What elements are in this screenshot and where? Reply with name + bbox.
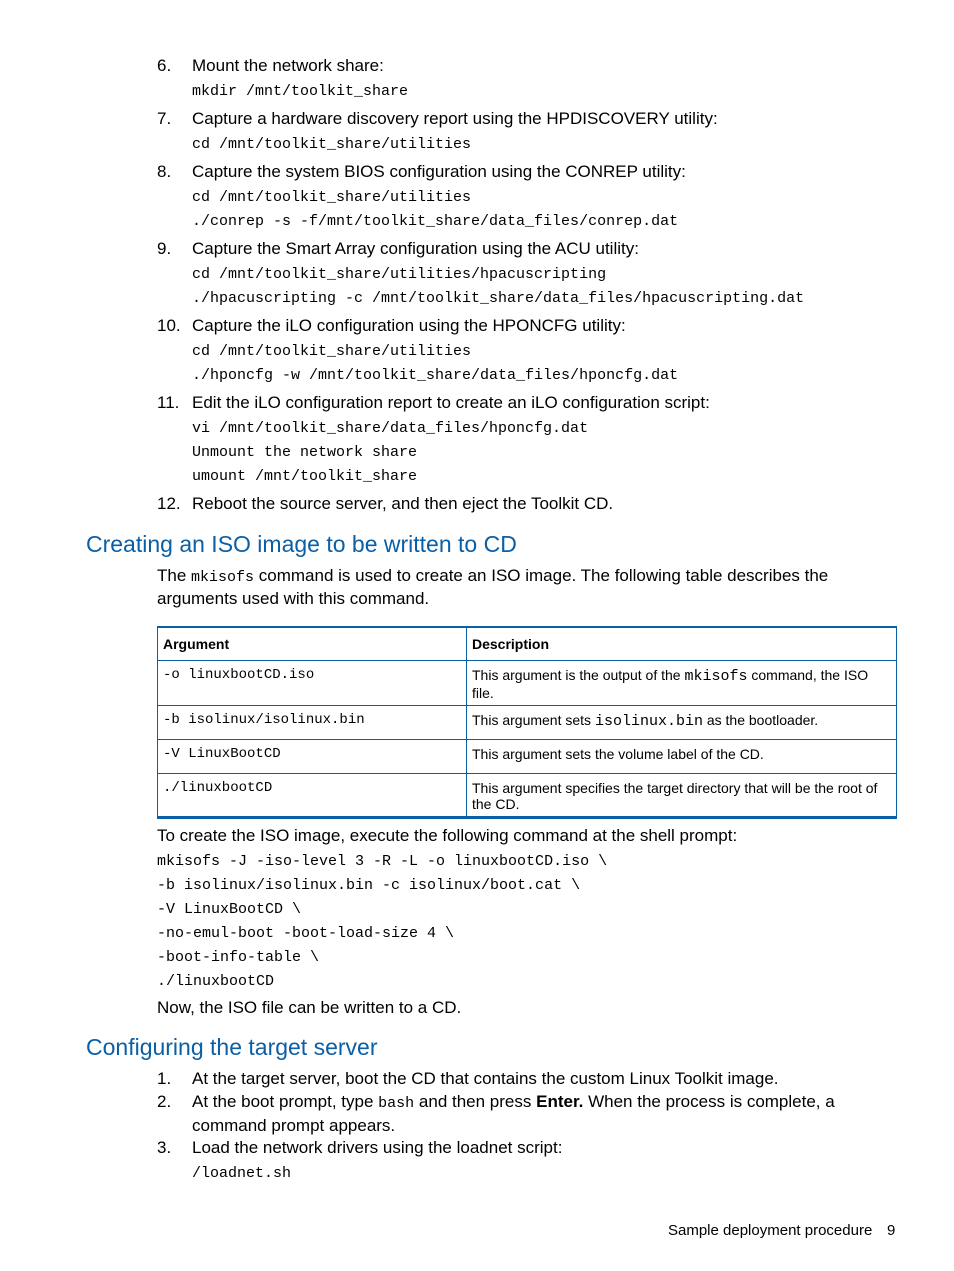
- step-number: 11.: [157, 393, 180, 412]
- inline-code: isolinux.bin: [594, 713, 703, 730]
- step-number: 9.: [157, 239, 172, 258]
- description-text: This argument is the output of the: [472, 667, 685, 683]
- step-text: Reboot the source server, and then eject the Toolkit CD.: [192, 494, 614, 513]
- argument-cell: ./linuxbootCD: [158, 774, 467, 818]
- inline-code: bash: [378, 1095, 415, 1112]
- argument-cell: -b isolinux/isolinux.bin: [158, 706, 467, 740]
- closing-text: Now, the ISO file can be written to a CD.: [157, 998, 462, 1017]
- step-text-part: and then press: [414, 1092, 537, 1111]
- description-text: This argument sets the volume label of the CD.: [472, 746, 764, 762]
- step-number: 6.: [157, 56, 172, 75]
- step-text: Capture the Smart Array configuration using the ACU utility:: [192, 239, 639, 258]
- step-number: 3.: [157, 1138, 172, 1157]
- code-line: umount /mnt/toolkit_share: [192, 468, 418, 485]
- code-line: /loadnet.sh: [192, 1165, 292, 1182]
- description-cell: [467, 706, 897, 740]
- code-line: Unmount the network share: [192, 444, 418, 461]
- step-text-part: At the boot prompt, type: [192, 1092, 379, 1111]
- step-text: At the target server, boot the CD that contains the custom Linux Toolkit image.: [192, 1069, 779, 1088]
- execute-text: To create the ISO image, execute the following command at the shell prompt:: [157, 826, 738, 845]
- column-header: Description: [467, 627, 897, 661]
- step-text: Capture the iLO configuration using the HPONCFG utility:: [192, 316, 626, 335]
- section-heading-target: Configuring the target server: [86, 1034, 378, 1060]
- iso-intro: [157, 565, 897, 609]
- step-text-part: When the process is complete, a command prompt appears.: [192, 1092, 835, 1135]
- step-text: Capture the system BIOS configuration using the CONREP utility:: [192, 162, 686, 181]
- step-number: 7.: [157, 109, 172, 128]
- key-name: Enter.: [536, 1092, 584, 1111]
- step-number: 2.: [157, 1092, 172, 1111]
- description-text: This argument sets: [472, 712, 595, 728]
- code-line: cd /mnt/toolkit_share/utilities/hpacuscripting: [192, 266, 607, 283]
- description-text: command, the ISO file.: [472, 667, 869, 701]
- inline-code: mkisofs: [191, 569, 255, 586]
- step-text: Load the network drivers using the loadnet script:: [192, 1138, 563, 1157]
- command-line: -b isolinux/isolinux.bin -c isolinux/boot.cat \: [157, 877, 581, 894]
- step-text: [192, 1091, 897, 1137]
- step-number: 10.: [157, 316, 181, 335]
- footer-label: Sample deployment procedure: [668, 1222, 873, 1239]
- code-line: cd /mnt/toolkit_share/utilities: [192, 189, 472, 206]
- argument-cell: -V LinuxBootCD: [158, 740, 467, 774]
- page-number: 9: [887, 1222, 896, 1239]
- intro-text: The: [157, 566, 192, 585]
- code-line: cd /mnt/toolkit_share/utilities: [192, 343, 472, 360]
- step-text: Capture a hardware discovery report using the HPDISCOVERY utility:: [192, 109, 718, 128]
- table-row: [158, 774, 897, 818]
- command-line: -no-emul-boot -boot-load-size 4 \: [157, 925, 455, 942]
- code-line: ./conrep -s -f/mnt/toolkit_share/data_files/conrep.dat: [192, 213, 679, 230]
- description-text: This argument specifies the target directory that will be the root of the CD.: [472, 780, 878, 812]
- step-text: Mount the network share:: [192, 56, 384, 75]
- intro-text: command is used to create an ISO image. The following table describes the arguments used with this command.: [157, 566, 829, 608]
- argument-cell: -o linuxbootCD.iso: [158, 661, 467, 706]
- command-line: -boot-info-table \: [157, 949, 320, 966]
- code-line: vi /mnt/toolkit_share/data_files/hponcfg.dat: [192, 420, 589, 437]
- description-cell: [467, 774, 897, 818]
- section-heading-iso: Creating an ISO image to be written to CD: [86, 531, 517, 557]
- command-line: ./linuxbootCD: [157, 973, 275, 990]
- description-text: as the bootloader.: [702, 712, 819, 728]
- arguments-table: [157, 626, 897, 819]
- table-row: [158, 706, 897, 740]
- step-number: 12.: [157, 494, 181, 513]
- description-cell: [467, 661, 897, 706]
- code-line: mkdir /mnt/toolkit_share: [192, 83, 409, 100]
- table-header-row: [158, 627, 897, 661]
- step-number: 8.: [157, 162, 172, 181]
- description-cell: [467, 740, 897, 774]
- command-line: -V LinuxBootCD \: [157, 901, 302, 918]
- command-line: mkisofs -J -iso-level 3 -R -L -o linuxbootCD.iso \: [157, 853, 608, 870]
- code-line: ./hponcfg -w /mnt/toolkit_share/data_files/hponcfg.dat: [192, 367, 679, 384]
- table-row: [158, 661, 897, 706]
- code-line: ./hpacuscripting -c /mnt/toolkit_share/data_files/hpacuscripting.dat: [192, 290, 805, 307]
- code-line: cd /mnt/toolkit_share/utilities: [192, 136, 472, 153]
- step-text: Edit the iLO configuration report to create an iLO configuration script:: [192, 393, 710, 412]
- step-number: 1.: [157, 1069, 172, 1088]
- inline-code: mkisofs: [684, 668, 748, 685]
- table-row: [158, 740, 897, 774]
- column-header: Argument: [158, 627, 467, 661]
